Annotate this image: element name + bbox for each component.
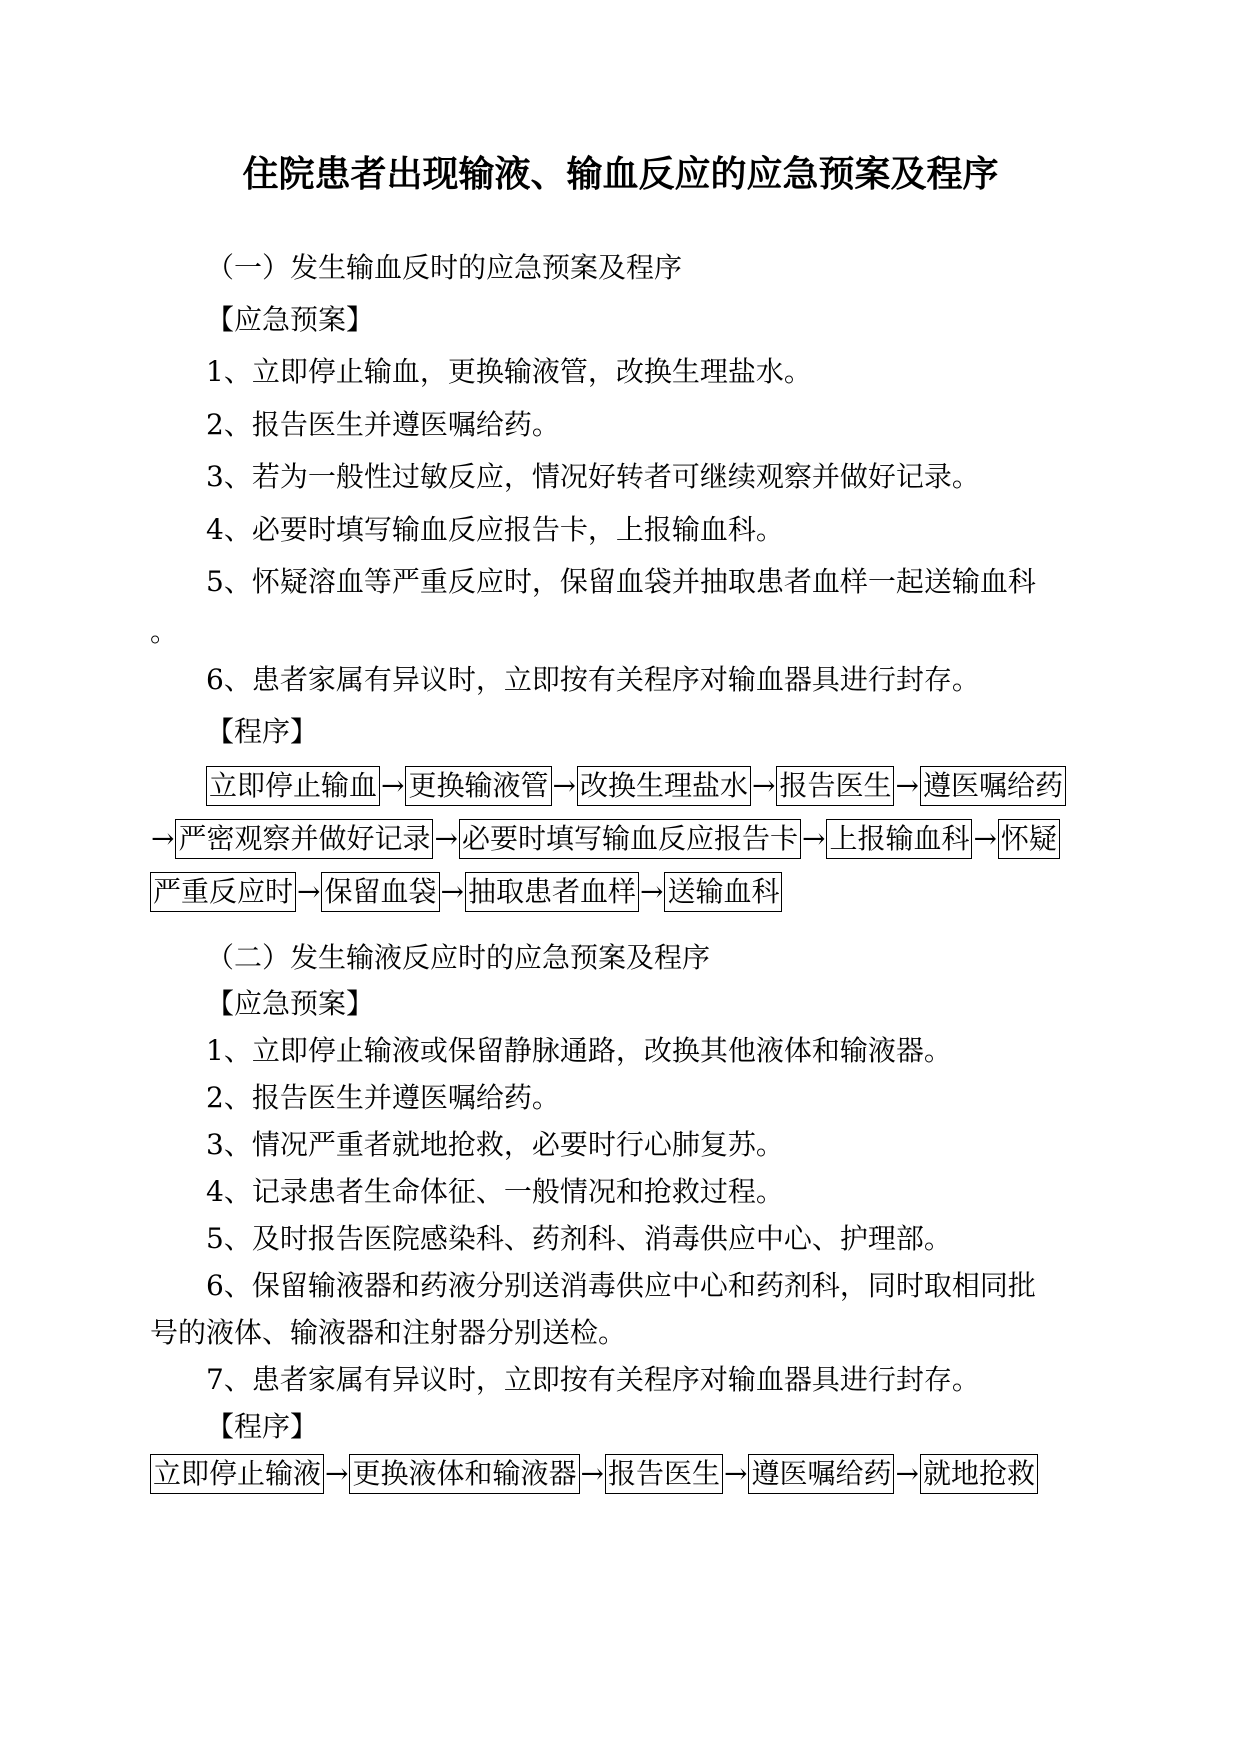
section2-item-2: 2、报告医生并遵医嘱给药。 (206, 1081, 560, 1114)
flow-step: 抽取患者血样 (465, 872, 639, 912)
flow-step: 立即停止输血 (206, 766, 380, 806)
section1-item-5: 5、怀疑溶血等严重反应时，保留血袋并抽取患者血样一起送输血科 (206, 565, 1036, 598)
section1-item-5-cont: 。 (150, 615, 179, 648)
section2-program-label: 【程序】 (206, 1410, 319, 1443)
section1-program-label: 【程序】 (206, 715, 319, 748)
flow-step: 严密观察并做好记录 (175, 819, 433, 859)
flow-step: 严重反应时 (150, 872, 296, 912)
arrow-icon: → (325, 1457, 349, 1490)
section2-item-5: 5、及时报告医院感染科、药剂科、消毒供应中心、护理部。 (206, 1222, 952, 1255)
section2-item-6-cont: 号的液体、输液器和注射器分别送检。 (150, 1316, 627, 1349)
section1-flow-row1 (150, 766, 1066, 806)
section1-item-4: 4、必要时填写输血反应报告卡，上报输血科。 (206, 513, 784, 546)
section1-item-3: 3、若为一般性过敏反应，情况好转者可继续观察并做好记录。 (206, 460, 980, 493)
section2-item-6: 6、保留输液器和药液分别送消毒供应中心和药剂科，同时取相同批 (206, 1269, 1036, 1302)
arrow-icon: → (552, 769, 576, 802)
flow-step: 送输血科 (664, 872, 782, 912)
arrow-icon: → (151, 822, 175, 855)
section2-item-4: 4、记录患者生命体征、一般情况和抢救过程。 (206, 1175, 784, 1208)
flow-step: 报告医生 (605, 1454, 723, 1494)
section1-flow-row3 (150, 872, 782, 912)
flow-step: 立即停止输液 (150, 1454, 324, 1494)
section1-flow-row2 (150, 819, 1060, 859)
flow-step: 报告医生 (776, 766, 894, 806)
arrow-icon: → (440, 875, 464, 908)
flow-step: 遵医嘱给药 (748, 1454, 894, 1494)
section2-item-1: 1、立即停止输液或保留静脉通路，改换其他液体和输液器。 (206, 1034, 952, 1067)
section1-item-1: 1、立即停止输血，更换输液管，改换生理盐水。 (206, 355, 812, 388)
section1-item-6: 6、患者家属有异议时，立即按有关程序对输血器具进行封存。 (206, 663, 980, 696)
flow-step: 更换输液管 (405, 766, 551, 806)
arrow-icon: → (580, 1457, 604, 1490)
arrow-icon: → (297, 875, 321, 908)
flow-step: 就地抢救 (920, 1454, 1038, 1494)
arrow-icon: → (639, 875, 664, 908)
arrow-icon: → (381, 769, 405, 802)
arrow-icon: → (751, 769, 776, 802)
page-title: 住院患者出现输液、输血反应的应急预案及程序 (242, 154, 999, 195)
section1-plan-label: 【应急预案】 (206, 303, 375, 336)
flow-step: 必要时填写输血反应报告卡 (459, 819, 801, 859)
arrow-icon: → (723, 1457, 748, 1490)
section2-item-3: 3、情况严重者就地抢救，必要时行心肺复苏。 (206, 1128, 784, 1161)
section1-item-2: 2、报告医生并遵医嘱给药。 (206, 408, 560, 441)
section2-flow-row1 (150, 1454, 1038, 1494)
arrow-icon: → (434, 822, 458, 855)
flow-step: 更换液体和输液器 (349, 1454, 579, 1494)
arrow-icon: → (895, 1457, 919, 1490)
flow-step: 改换生理盐水 (577, 766, 751, 806)
flow-step: 怀疑 (998, 819, 1060, 859)
arrow-icon: → (895, 769, 919, 802)
flow-step: 遵医嘱给药 (920, 766, 1066, 806)
arrow-icon: → (973, 822, 997, 855)
section2-item-7: 7、患者家属有异议时，立即按有关程序对输血器具进行封存。 (206, 1363, 980, 1396)
flow-step: 上报输血科 (826, 819, 972, 859)
section2-heading: （二）发生输液反应时的应急预案及程序 (206, 941, 711, 974)
flow-step: 保留血袋 (321, 872, 439, 912)
arrow-icon: → (801, 822, 826, 855)
section2-plan-label: 【应急预案】 (206, 987, 375, 1020)
section1-heading: （一）发生输血反时的应急预案及程序 (206, 251, 683, 284)
